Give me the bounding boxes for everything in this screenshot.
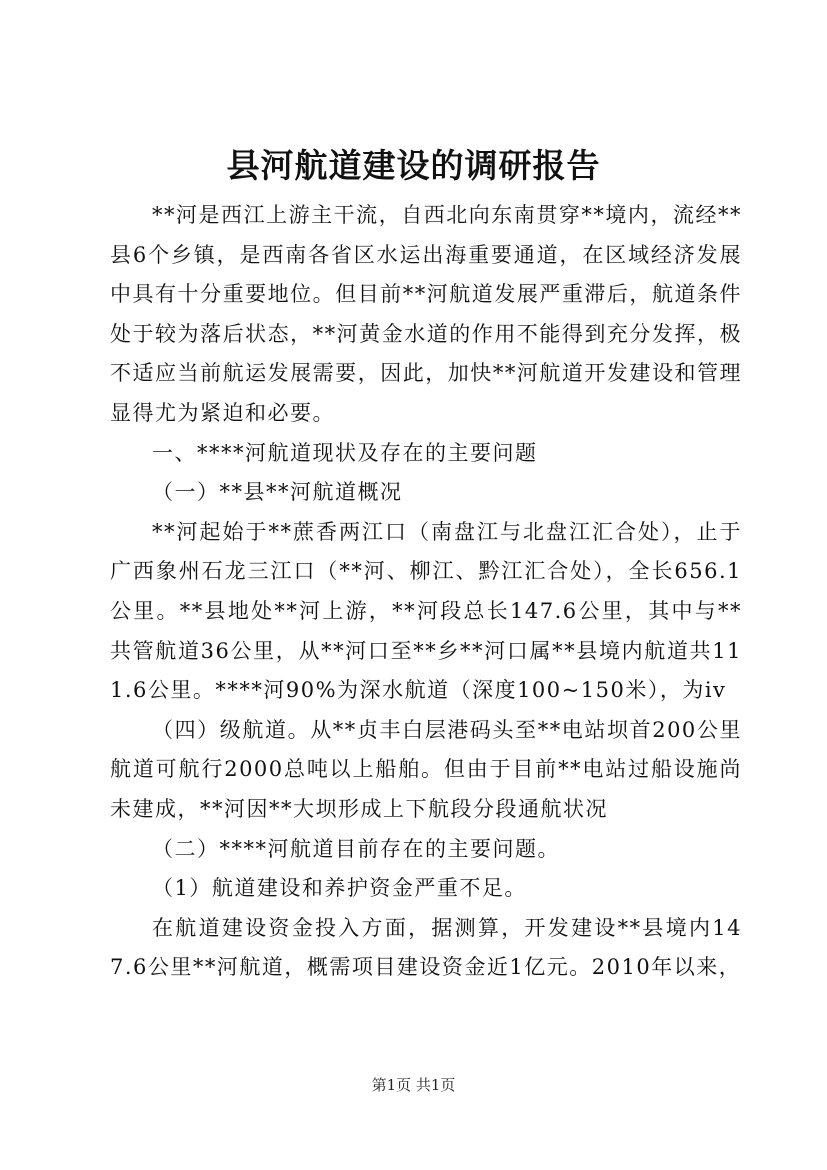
paragraph-funding: 在航道建设资金投入方面，据测算，开发建设**县境内147.6公里**河航道，概需项目建设资金近1亿元。2010年以来， <box>110 915 742 980</box>
paragraph-overview: **河起始于**蔗香两江口（南盘江与北盘江汇合处），止于广西象州石龙三江口（**河、柳江、黔江汇合处），全长656.1公里。**县地处**河上游，**河段总长147.6公里，其中与**共管航道36公里，从**河口至**乡**河口属**县境内航道共111.6公里。****河90%为深水航道（深度100~150米），为iv <box>110 519 742 703</box>
document-title: 县河航道建设的调研报告 <box>226 146 601 185</box>
document-body <box>110 196 742 988</box>
subsection-heading-1: （一）**县**河航道概况 <box>152 480 403 505</box>
paragraph-navigation: （四）级航道。从**贞丰白层港码头至**电站坝首200公里航道可航行2000总吨以上船舶。但由于目前**电站过船设施尚未建成，**河因**大坝形成上下航段分段通航状况 <box>110 717 742 821</box>
subsection-heading-2: （二）****河航道目前存在的主要问题。 <box>152 836 560 861</box>
item-heading-1: （1）航道建设和养护资金严重不足。 <box>152 876 527 901</box>
page-footer: 第1页 共1页 <box>371 1076 456 1094</box>
section-heading-1: 一、****河航道现状及存在的主要问题 <box>152 440 538 465</box>
paragraph-intro: **河是西江上游主干流，自西北向东南贯穿**境内，流经**县6个乡镇，是西南各省区水运出海重要通道，在区域经济发展中具有十分重要地位。但目前**河航道发展严重滞后，航道条件处于较为落后状态，**河黄金水道的作用不能得到充分发挥，极不适应当前航运发展需要，因此，加快**河航道开发建设和管理显得尤为紧迫和必要。 <box>110 203 742 425</box>
